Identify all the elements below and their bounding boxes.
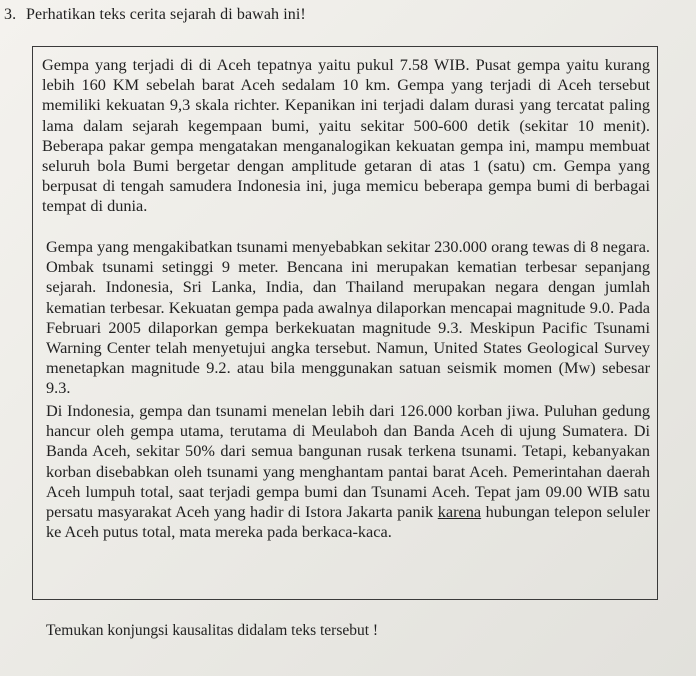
question-number: 3. [4, 6, 17, 23]
story-paragraph-2: Gempa yang mengakibatkan tsunami menyebabkan sekitar 230.000 orang tewas di 8 negara. Ombak tsunami setinggi 9 meter. Bencana ini merupakan kematian terbesar sepanjang sejarah. Indonesia, Sri Lanka, India, dan Thailand merupakan negara dengan jumlah kematian terbesar. Kekuatan gempa pada awalnya dilaporkan mencapai magnitude 9.0. Pada Februari 2005 dilaporkan gempa berkekuatan magnitude 9.3. Meskipun Pacific Tsunami Warning Center telah menyetujui angka tersebut. Namun, United States Geological Survey menetapkan magnitude 9.2. atau bila menggunakan satuan seismik momen (Mw) sebesar 9.3. [46, 237, 650, 398]
underlined-word: karena [437, 502, 482, 522]
question-header [4, 6, 306, 24]
question-prompt: Perhatikan teks cerita sejarah di bawah ini! [26, 6, 306, 23]
instruction-text: Temukan konjungsi kausalitas didalam teks tersebut ! [46, 622, 379, 639]
story-paragraph-1: Gempa yang terjadi di di Aceh tepatnya yaitu pukul 7.58 WIB. Pusat gempa yaitu kurang lebih 160 KM sebelah barat Aceh sedalam 10 km. Gempa yang terjadi di Aceh tersebut memiliki kekuatan 9,3 skala richter. Kepanikan ini terjadi dalam durasi yang tercatat paling lama dalam sejarah kegempaan bumi, yaitu sekitar 500-600 detik (sekitar 10 menit). Beberapa pakar gempa mengatakan menganalogikan kekuatan gempa ini, mampu membuat seluruh bola Bumi bergetar dengan amplitude getaran di atas 1 (satu) cm. Gempa yang berpusat di tengah samudera Indonesia ini, juga memicu beberapa gempa bumi di berbagai tempat di dunia. [42, 55, 650, 216]
story-text-box [32, 46, 658, 600]
story-paragraph-3: Di Indonesia, gempa dan tsunami menelan lebih dari 126.000 korban jiwa. Puluhan gedung hancur oleh gempa utama, terutama di Meulaboh dan Banda Aceh di ujung Sumatera. Di Banda Aceh, sekitar 50% dari semua bangunan rusak terkena tsunami. Tetapi, kebanyakan korban disebabkan oleh tsunami yang menghantam pantai barat Aceh. Pemerintahan daerah Aceh lumpuh total, saat terjadi gempa bumi dan Tsunami Aceh. Tepat jam 09.00 WIB satu persatu masyarakat Aceh yang hadir di Istora Jakarta panik karena hubungan telepon seluler ke Aceh putus total, mata mereka pada berkaca-kaca. [46, 401, 650, 542]
